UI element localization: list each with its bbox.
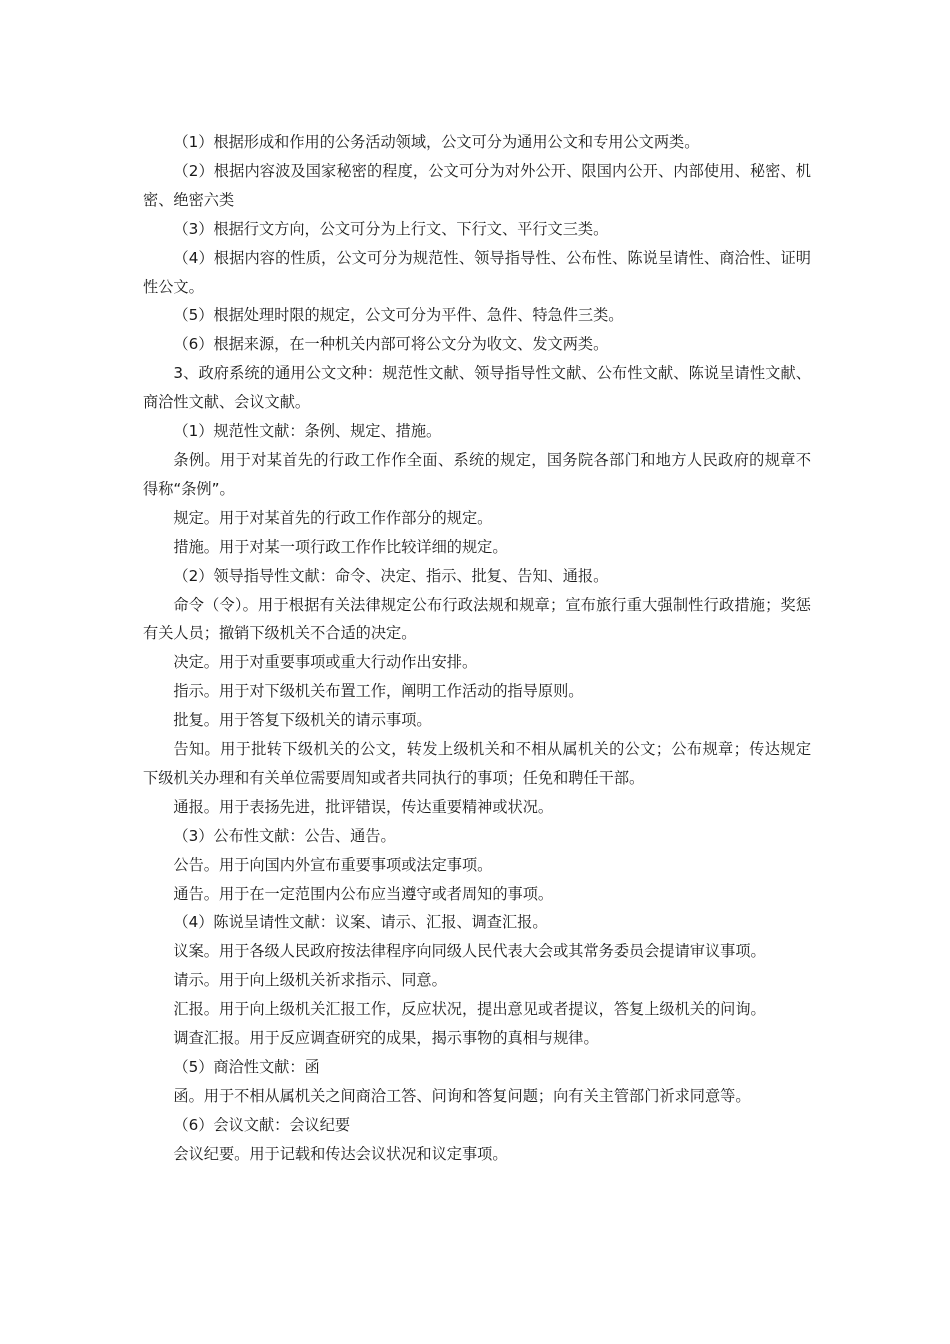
paragraph-5: （5）根据处理时限的规定，公文可分为平件、急件、特急件三类。 — [173, 306, 624, 325]
paragraph-24: 请示。用于向上级机关祈求指示、同意。 — [173, 971, 447, 990]
paragraph-18: 通报。用于表扬先进，批评错误，传达重要精神或状况。 — [173, 797, 554, 816]
paragraph-26: 调查汇报。用于反应调查研究的成果，揭示事物的真相与规律。 — [173, 1029, 599, 1048]
paragraph-1: （1）根据形成和作用的公务活动领域，公文可分为通用公文和专用公文两类。 — [173, 133, 700, 151]
paragraph-12: （2）领导指导性文献：命令、决定、指示、批复、告知、通报。 — [173, 566, 609, 585]
paragraph-16: 批复。用于答复下级机关的请示事项。 — [173, 711, 432, 730]
paragraph-23: 议案。用于各级人民政府按法律程序向同级人民代表大会或其常务委员会提请审议事项。 — [173, 942, 766, 961]
paragraph-2: （2）根据内容波及国家秘密的程度，公文可分为对外公开、限国内公开、内部使用、秘密、机密、绝密六类 — [143, 161, 811, 209]
paragraph-20: 公告。用于向国内外宣布重要事项或法定事项。 — [173, 855, 493, 874]
paragraph-8: （1）规范性文献：条例、规定、措施。 — [173, 422, 442, 441]
paragraph-19: （3）公布性文献：公告、通告。 — [173, 826, 396, 845]
paragraph-3: （3）根据行文方向，公文可分为上行文、下行文、平行文三类。 — [173, 219, 609, 238]
paragraph-22: （4）陈说呈请性文献：议案、请示、汇报、调查汇报。 — [173, 913, 548, 932]
paragraph-7: 3、政府系统的通用公文文种：规范性文献、领导指导性文献、公布性文献、陈说呈请性文献、商洽性文献、会议文献。 — [143, 364, 811, 412]
paragraph-29: （6）会议文献：会议纪要 — [173, 1115, 351, 1134]
paragraph-6: （6）根据来源，在一种机关内部可将公文分为收文、发文两类。 — [173, 335, 609, 354]
document-page — [143, 128, 811, 1169]
paragraph-9: 条例。用于对某首先的行政工作作全面、系统的规定，国务院各部门和地方人民政府的规章不得称“条例”。 — [143, 450, 811, 498]
paragraph-11: 措施。用于对某一项行政工作作比较详细的规定。 — [173, 537, 508, 556]
paragraph-28: 函。用于不相从属机关之间商洽工答、问询和答复问题；向有关主管部门祈求同意等。 — [173, 1086, 751, 1105]
paragraph-21: 通告。用于在一定范围内公布应当遵守或者周知的事项。 — [173, 884, 554, 903]
paragraph-14: 决定。用于对重要事项或重大行动作出安排。 — [173, 653, 478, 672]
paragraph-30: 会议纪要。用于记载和传达会议状况和议定事项。 — [173, 1144, 508, 1163]
paragraph-13: 命令（令）。用于根据有关法律规定公布行政法规和规章；宣布旅行重大强制性行政措施；奖惩有关人员；撤销下级机关不合适的决定。 — [143, 595, 811, 643]
paragraph-4: （4）根据内容的性质，公文可分为规范性、领导指导性、公布性、陈说呈请性、商洽性、证明性公文。 — [143, 248, 811, 296]
paragraph-25: 汇报。用于向上级机关汇报工作，反应状况，提出意见或者提议，答复上级机关的问询。 — [173, 1000, 766, 1019]
paragraph-17: 告知。用于批转下级机关的公文，转发上级机关和不相从属机关的公文；公布规章；传达规定下级机关办理和有关单位需要周知或者共同执行的事项；任免和聘任干部。 — [143, 740, 811, 787]
paragraph-15: 指示。用于对下级机关布置工作，阐明工作活动的指导原则。 — [173, 682, 584, 701]
paragraph-27: （5）商洽性文献：函 — [173, 1058, 320, 1076]
paragraph-10: 规定。用于对某首先的行政工作作部分的规定。 — [173, 508, 493, 527]
